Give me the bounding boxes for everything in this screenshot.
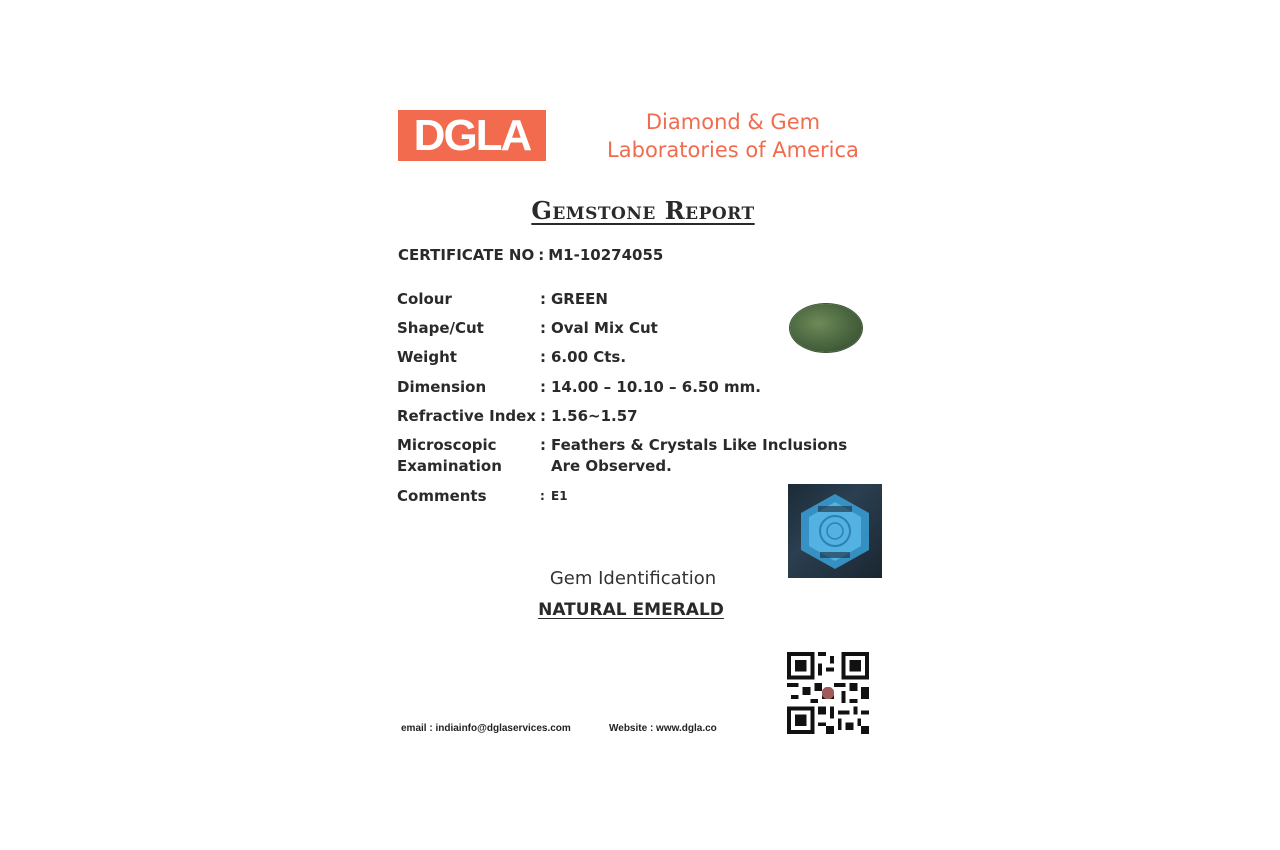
detail-value: 6.00 Cts. bbox=[551, 348, 627, 366]
detail-value: E1 bbox=[551, 489, 568, 503]
detail-label: Comments bbox=[397, 487, 487, 505]
detail-value: 1.56~1.57 bbox=[551, 407, 638, 425]
certificate-separator: : bbox=[538, 246, 545, 264]
detail-value: GREEN bbox=[551, 290, 608, 308]
detail-label: Microscopic Examination bbox=[397, 436, 502, 475]
footer-website: Website : www.dgla.co bbox=[609, 723, 717, 734]
gem-identification-label: Gem Identification bbox=[549, 568, 717, 589]
certificate-label: CERTIFICATE NO bbox=[398, 246, 535, 264]
detail-label: Refractive Index bbox=[397, 407, 536, 425]
detail-label: Shape/Cut bbox=[397, 319, 484, 337]
dgla-logo bbox=[398, 110, 546, 161]
oval-green-gem-icon bbox=[790, 304, 862, 352]
certificate-value: M1-10274055 bbox=[548, 246, 664, 264]
detail-value: 14.00 – 10.10 – 6.50 mm. bbox=[551, 378, 761, 396]
logo-text: DGLA bbox=[413, 110, 531, 160]
detail-label: Colour bbox=[397, 290, 452, 308]
qr-code-icon bbox=[786, 652, 870, 734]
lab-name bbox=[588, 108, 878, 164]
lab-name-line1: Diamond & Gem bbox=[645, 110, 821, 134]
gem-identification-value: NATURAL EMERALD bbox=[538, 600, 724, 620]
hologram-seal-icon bbox=[788, 484, 882, 578]
detail-label: Weight bbox=[397, 348, 457, 366]
detail-value: Feathers & Crystals Like Inclusions Are Observed. bbox=[551, 436, 848, 475]
certificate-number bbox=[398, 246, 663, 264]
lab-name-line2: Laboratories of America bbox=[607, 138, 859, 162]
footer-email: email : indiainfo@dglaservices.com bbox=[401, 723, 571, 734]
report-title: Gemstone Report bbox=[531, 196, 755, 225]
detail-value: Oval Mix Cut bbox=[551, 319, 658, 337]
detail-label: Dimension bbox=[397, 378, 487, 396]
